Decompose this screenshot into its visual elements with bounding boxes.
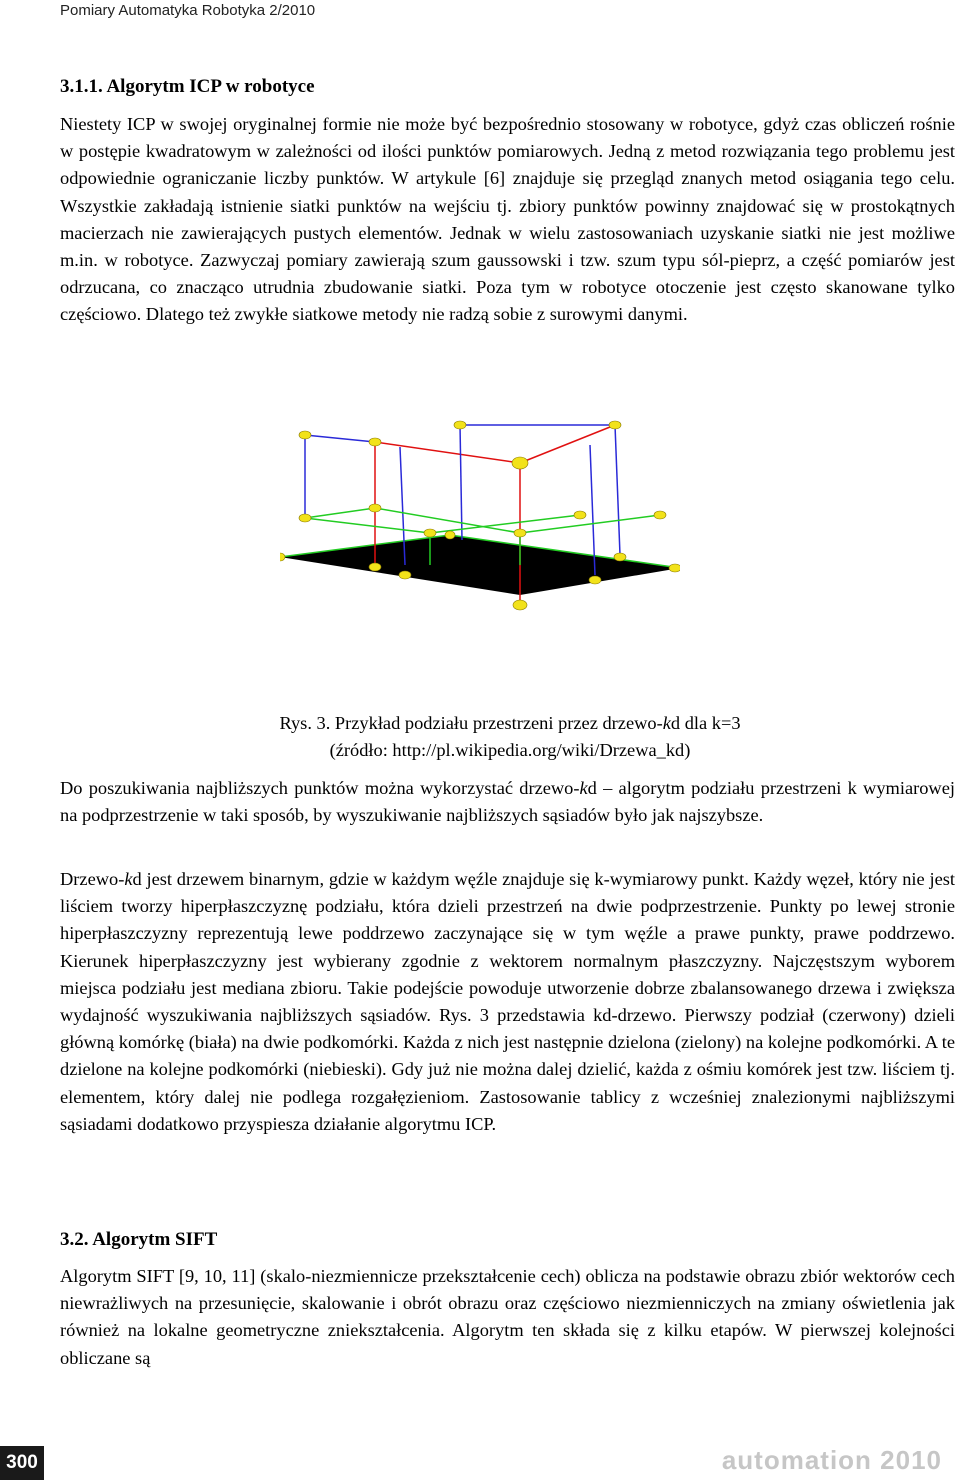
point — [454, 421, 466, 429]
caption-text: Rys. 3. Przykład podziału przestrzeni przez drzewo- — [279, 713, 663, 733]
figure-caption — [160, 710, 860, 764]
point — [280, 553, 285, 561]
point — [399, 571, 411, 579]
section-title-sift: 3.2. Algorytm SIFT — [60, 1229, 218, 1250]
point — [512, 457, 528, 469]
text-run: d jest drzewem binarnym, gdzie w każdym węźle znajduje się k-wymiarowy punkt. Każdy węzeł, który nie jest liściem tworzy hiperpłaszczyznę podziału, która dzieli przestrzeń na dwie podprzestrzenie. Punkty po lewej stronie hiperpłaszczyzny reprezentują lewe poddrzewo zaczynające się w tym węźle a prawe punkty, prawe poddrzewo. Kierunek hiperpłaszczyzny jest wybierany zgodnie z wektorem normalnym płaszczyzny. Najczęstszym wyborem miejsca podziału jest mediana zbioru. Takie podejście powoduje utworzenie dobrze zbalansowanego drzewa i zwiększa wydajność wyszukiwania najbliższych sąsiadów. Rys. 3 przedstawia kd-drzewo. Pierwszy podział (czerwony) dzieli główną komórkę (biała) na dwie podkomórki. Każda z nich jest następnie dzielona (zielony) na kolejne podkomórki. A te dzielone na kolejne podkomórki (niebieski). Gdy już nie można dalej dzielić, każda z ośmiu komórek jest tzw. liściem tj. elementem, który dalej nie podlega rozgałęzieniom. Zastosowanie tablicy z wcześniej znalezionymi najbliższymi sąsiadami dodatkowo przyspiesza działanie algorytmu ICP. — [60, 869, 955, 1134]
text-run: d – algorytm podziału przestrzeni k wymiarowej na podprzestrzenie w taki sposób, by wyszukiwanie najbliższych sąsiadów było jak najszybsze. — [60, 778, 955, 826]
point — [424, 529, 436, 537]
point — [445, 531, 455, 539]
text-run: Drzewo- — [60, 869, 125, 889]
point — [654, 511, 666, 519]
page-number: 300 — [0, 1446, 44, 1480]
paragraph-nearest-search — [60, 775, 955, 829]
paragraph-icp: Niestety ICP w swojej oryginalnej formie nie może być bezpośrednio stosowany w robotyce, gdyż czas obliczeń rośnie w postępie kwadratowym w zależności od ilości punktów pomiarowych. Jedną z metod rozwiązania tego problemu jest odpowiednie ograniczanie liczby punktów. W artykule [6] znajduje się przegląd znanych metod osiągania tego celu. Wszystkie zakładają istnienie siatki punktów na wejściu tj. zbiory punktów powinny znajdować się w prostokątnych macierzach nie zawierających pustych elementów. Jednak w wielu zastosowaniach uzyskanie siatki nie jest możliwe m.in. w robotyce. Zazwyczaj pomiary zawierają szum gaussowski i tzw. szum typu sól-pieprz, a część pomiarów jest odrzucana, co znacząco utrudnia zbudowanie siatki. Poza tym w robotyce otoczenie jest często skanowane tylko częściowo. Dlatego też zwykłe siatkowe metody nie radzą sobie z surowymi danymi. — [60, 114, 955, 325]
text-italic: k — [579, 778, 588, 798]
paragraph-kd-tree — [60, 866, 955, 1138]
section-title-icp: 3.1.1. Algorytm ICP w robotyce — [60, 76, 315, 97]
point — [369, 438, 381, 446]
point — [609, 421, 621, 429]
kd-tree-figure — [280, 415, 680, 705]
text-run: Do poszukiwania najbliższych punktów można wykorzystać drzewo- — [60, 778, 580, 798]
caption-text-end: d dla k=3 — [670, 713, 741, 733]
paragraph-sift: Algorytm SIFT [9, 10, 11] (skalo-niezmiennicze przekształcenie cech) oblicza na podstawie obrazu zbiór wektorów cech niewrażliwych na przesunięcie, skalowanie i obrót obrazu oraz częściowo niezmienniczych na zmiany oświetlenia jak również na lokalne geometryczne zniekształcenia. Algorytm ten składa się z kilku etapów. W pierwszej kolejności obliczane są — [60, 1266, 955, 1368]
caption-line-2: (źródło: http://pl.wikipedia.org/wiki/Drzewa_kd) — [329, 740, 691, 760]
point — [669, 564, 680, 572]
point — [514, 529, 526, 537]
point — [574, 511, 586, 519]
text-italic: k — [124, 869, 133, 889]
caption-italic: k — [662, 713, 671, 733]
running-header: Pomiary Automatyka Robotyka 2/2010 — [60, 2, 316, 19]
point — [369, 504, 381, 512]
point — [299, 431, 311, 439]
point — [299, 514, 311, 522]
caption-line-1 — [160, 710, 860, 737]
point — [369, 563, 381, 571]
footer-brand: automation 2010 — [721, 1445, 942, 1475]
point — [513, 600, 527, 610]
point — [589, 576, 601, 584]
point — [614, 553, 626, 561]
